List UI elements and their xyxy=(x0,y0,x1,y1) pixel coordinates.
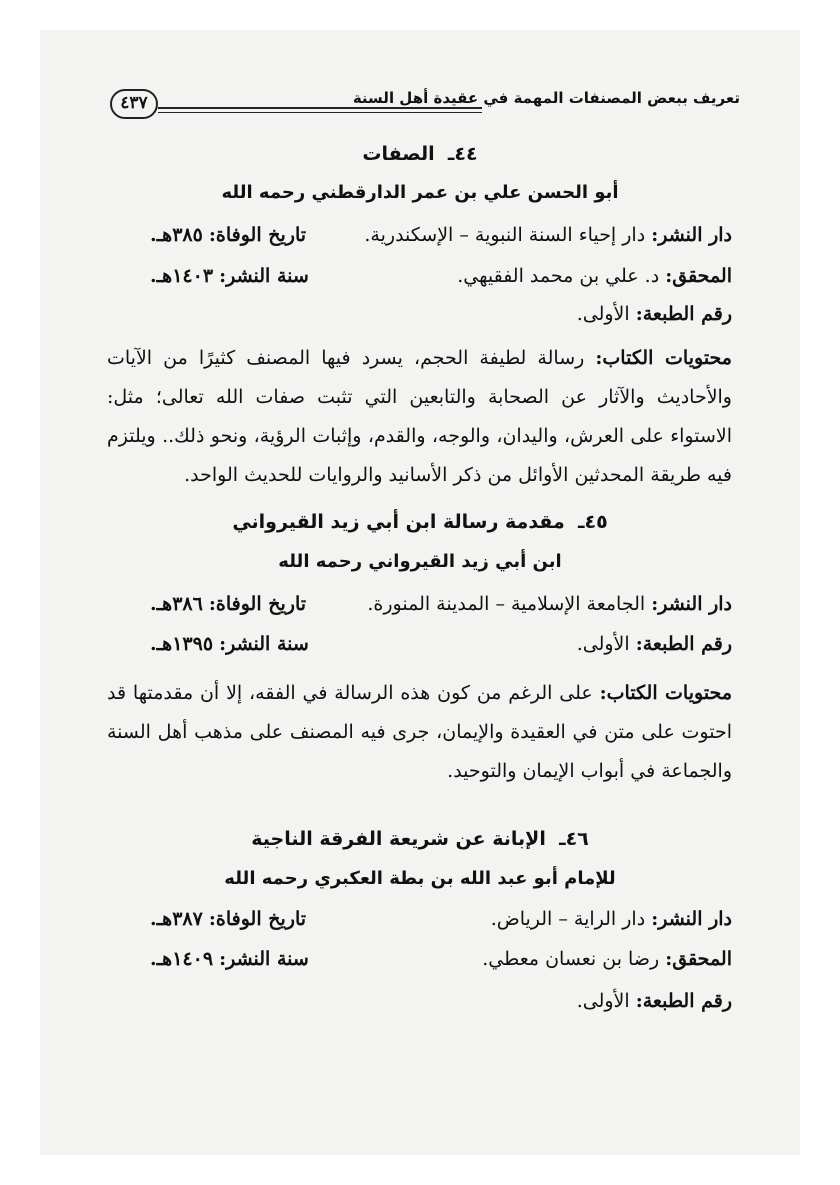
entry-number: ٤٥ـ xyxy=(577,511,608,533)
publisher-label: دار النشر: xyxy=(651,593,732,615)
editor-line xyxy=(482,948,732,970)
death-date-label: تاريخ الوفاة: xyxy=(208,593,307,615)
edition-value: الأولى. xyxy=(576,990,630,1012)
header-title: تعريف ببعض المصنفات المهمة في عقيدة أهل السنة xyxy=(352,89,740,107)
publisher-label: دار النشر: xyxy=(651,224,732,246)
entry-title: الإبانة عن شريعة الفرقة الناجية xyxy=(251,828,546,850)
pub-year-value: ١٤٠٣هـ. xyxy=(150,265,214,287)
entry-author: أبو الحسن علي بن عمر الدارقطني رحمه الله xyxy=(221,182,619,203)
page-number: ٤٣٧ xyxy=(110,89,158,119)
entry-author: ابن أبي زيد القيرواني رحمه الله xyxy=(278,551,562,572)
contents-label: محتويات الكتاب: xyxy=(599,682,732,704)
death-date-value: ٣٨٥هـ. xyxy=(150,224,203,246)
pub-year-line xyxy=(150,948,309,970)
death-date-line xyxy=(150,908,306,930)
death-date-line xyxy=(150,224,306,246)
editor-value: رضا بن نعسان معطي. xyxy=(482,948,660,970)
pub-year-value: ١٤٠٩هـ. xyxy=(150,948,214,970)
edition-label: رقم الطبعة: xyxy=(635,303,732,325)
pub-year-line xyxy=(150,265,309,287)
entry-number: ٤٦ـ xyxy=(559,828,589,850)
entry-title: مقدمة رسالة ابن أبي زيد القيرواني xyxy=(232,511,565,533)
running-header xyxy=(110,85,740,125)
header-rule xyxy=(158,107,482,109)
editor-label: المحقق: xyxy=(665,948,732,970)
edition-line xyxy=(577,633,732,655)
publisher-value: دار إحياء السنة النبوية – الإسكندرية. xyxy=(364,224,646,246)
pub-year-line xyxy=(150,633,309,655)
entry-number: ٤٤ـ xyxy=(447,143,478,165)
publisher-line xyxy=(367,593,732,615)
edition-value: الأولى. xyxy=(576,303,630,325)
pub-year-label: سنة النشر: xyxy=(219,265,309,287)
publisher-line xyxy=(364,224,732,246)
contents-paragraph xyxy=(107,339,732,495)
contents-label: محتويات الكتاب: xyxy=(595,347,732,369)
publisher-line xyxy=(491,908,732,930)
edition-label: رقم الطبعة: xyxy=(635,633,732,655)
death-date-label: تاريخ الوفاة: xyxy=(208,224,307,246)
publisher-label: دار النشر: xyxy=(651,908,732,930)
edition-line xyxy=(577,303,732,325)
editor-line xyxy=(457,265,732,287)
death-date-value: ٣٨٧هـ. xyxy=(150,908,203,930)
header-rule-thin xyxy=(158,112,482,113)
entry-author: للإمام أبو عبد الله بن بطة العكبري رحمه الله xyxy=(224,868,616,889)
entry-heading xyxy=(0,511,840,533)
contents-text: على الرغم من كون هذه الرسالة في الفقه، إلا أن مقدمتها قد احتوت على متن في العقيدة والإيمان، جرى فيه المصنف على مذهب أهل السنة والجماعة في أبواب الإيمان والتوحيد. xyxy=(107,682,732,782)
death-date-line xyxy=(150,593,306,615)
pub-year-label: سنة النشر: xyxy=(219,633,309,655)
edition-value: الأولى. xyxy=(576,633,630,655)
death-date-label: تاريخ الوفاة: xyxy=(208,908,307,930)
editor-label: المحقق: xyxy=(665,265,732,287)
editor-value: د. علي بن محمد الفقيهي. xyxy=(457,265,660,287)
edition-label: رقم الطبعة: xyxy=(635,990,732,1012)
contents-paragraph xyxy=(107,674,732,791)
contents-text: رسالة لطيفة الحجم، يسرد فيها المصنف كثيرًا من الآيات والأحاديث والآثار عن الصحابة والتابعين التي تثبت صفات الله تعالى؛ مثل: الاستواء على العرش، واليدان، والوجه، والقدم، وإثبات الرؤية، ونحو ذلك.. ويلتزم فيه طريقة المحدثين الأوائل من ذكر الأسانيد والروايات للحديث الواحد. xyxy=(107,347,732,486)
edition-line xyxy=(577,990,732,1012)
entry-heading xyxy=(0,828,840,850)
death-date-value: ٣٨٦هـ. xyxy=(150,593,203,615)
entry-heading xyxy=(0,143,840,165)
publisher-value: الجامعة الإسلامية – المدينة المنورة. xyxy=(367,593,646,615)
pub-year-value: ١٣٩٥هـ. xyxy=(150,633,214,655)
publisher-value: دار الراية – الرياض. xyxy=(490,908,646,930)
entry-title: الصفات xyxy=(362,143,435,165)
pub-year-label: سنة النشر: xyxy=(219,948,309,970)
